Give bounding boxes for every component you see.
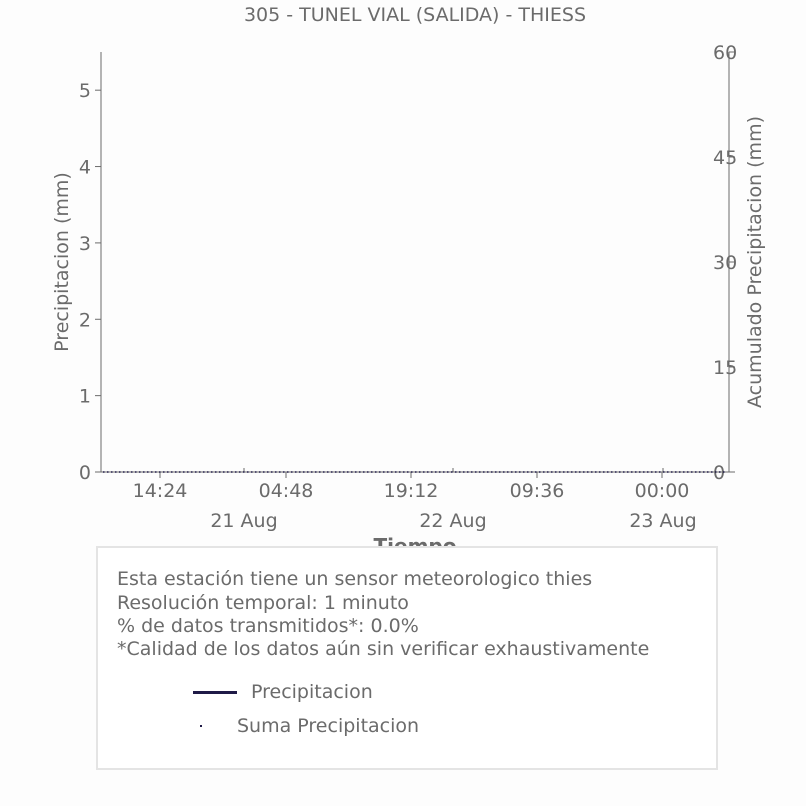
right-tick-label: 30 [713,252,738,274]
x-time-tick-label: 09:36 [509,480,565,502]
left-tick-label: 3 [78,232,91,255]
right-y-axis [713,42,766,484]
legend-suma-label: Suma Precipitacion [237,715,420,737]
x-date-tick-label: 23 Aug [629,510,697,532]
legend-precip-label: Precipitacion [251,681,373,703]
x-axis [101,468,729,558]
left-tick-label: 0 [78,462,91,484]
info-transmitted-line: % de datos transmitidos*: 0.0% [117,615,419,637]
left-tick-label: 2 [78,309,91,332]
right-tick-label: 60 [713,42,738,64]
x-date-tick-label: 22 Aug [419,510,487,532]
left-tick-label: 1 [78,385,91,408]
right-tick-label: 0 [713,462,726,484]
x-time-tick-label: 00:00 [634,480,690,502]
x-time-tick-label: 04:48 [258,480,314,502]
legend-precip-swatch [193,691,237,694]
left-y-axis [51,52,101,484]
left-tick-label: 4 [78,156,91,179]
right-tick-label: 45 [713,147,738,169]
info-sensor-line: Esta estación tiene un sensor meteorologico thies [117,568,593,590]
x-time-tick-label: 14:24 [132,480,188,502]
info-legend-box [96,546,718,770]
x-date-tick-label: 21 Aug [210,510,278,532]
info-quality-line: *Calidad de los datos aún sin verificar exhaustivamente [117,638,650,660]
right-tick-label: 15 [713,357,738,379]
left-axis-label: Precipitacion (mm) [51,172,73,352]
legend-suma-swatch [200,725,202,727]
right-axis-label: Acumulado Precipitacion (mm) [744,116,766,408]
left-tick-label: 5 [78,80,91,103]
info-resolution-line: Resolución temporal: 1 minuto [117,592,409,614]
x-time-tick-label: 19:12 [383,480,439,502]
chart-title: 305 - TUNEL VIAL (SALIDA) - THIESS [243,4,587,26]
